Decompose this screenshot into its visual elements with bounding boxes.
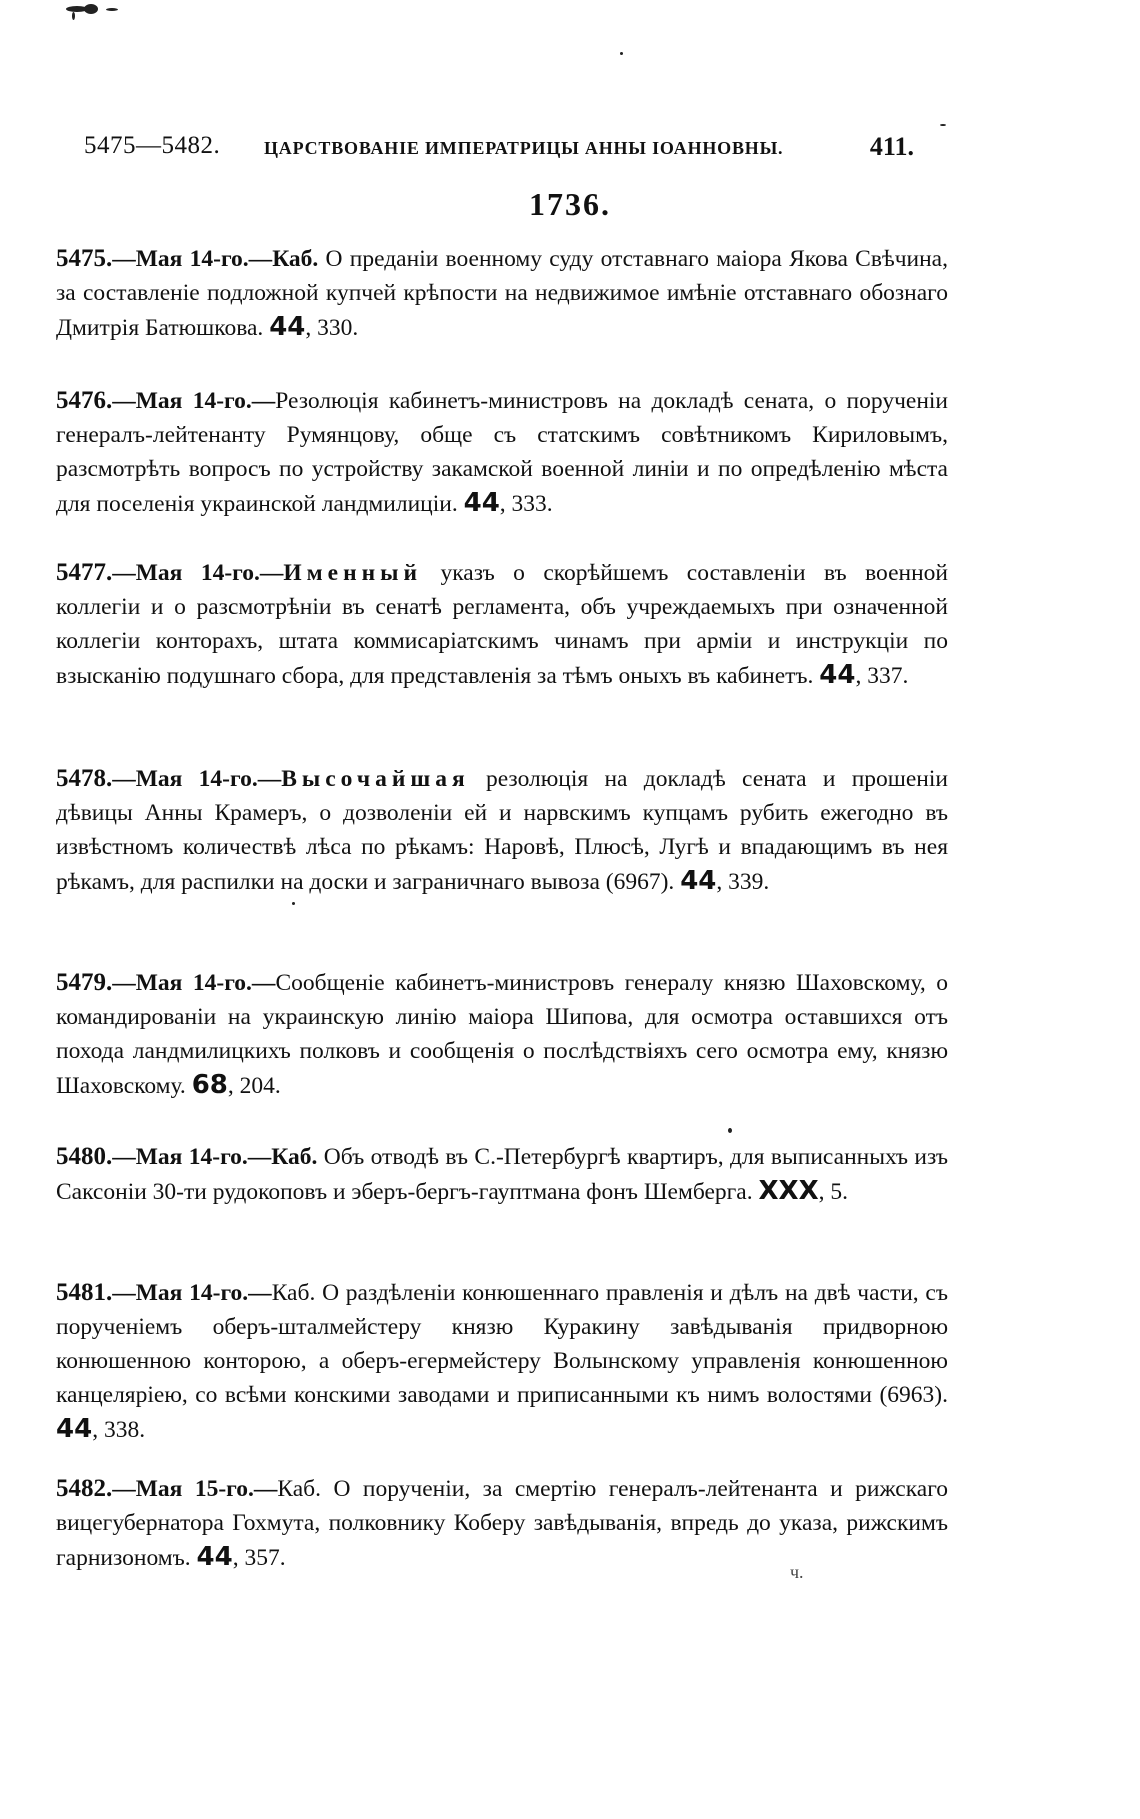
entry-text: О раздѣленіи конюшеннаго правленія и дѣлъ на двѣ части, съ порученіемъ оберъ-шталмейстеру князю Куракину завѣдыванія придворною конюшенною конторою, а оберъ-егермейстеру Волынскому управленія конюшенною канцеляріею, со всѣми конскими заводами и приписанными къ нимъ волостями (6963).: [56, 1280, 948, 1408]
entry-lead: Сообщеніе: [275, 970, 385, 996]
page-header: [84, 132, 914, 172]
entry-page: , 337.: [855, 663, 909, 689]
footer-mark: ч.: [790, 1562, 804, 1582]
entry-5478: [56, 762, 948, 899]
entry-page: , 330.: [305, 315, 359, 341]
entry-lead: Именный: [283, 560, 423, 586]
entry-volume: 44: [196, 1542, 233, 1572]
entry-lead: Каб.: [272, 246, 319, 272]
entry-volume: 44: [56, 1414, 93, 1444]
entry-date: —Мая 14-го.—: [112, 560, 284, 586]
entry-volume: XXX: [758, 1176, 819, 1206]
entry-volume: 68: [191, 1070, 228, 1100]
entry-text: Объ отводѣ въ С.-Петербургѣ квартиръ, для выписанныхъ изъ Саксоніи 30-ти рудокоповъ и эберъ-бергъ-гауптмана фонъ Шемберга.: [56, 1144, 948, 1205]
entry-date: —Мая 14-го.—: [112, 388, 276, 414]
entry-number: 5481.: [56, 1279, 113, 1306]
entry-5476: [56, 384, 948, 521]
print-speck: [940, 124, 946, 126]
entry-lead: Каб.: [277, 1476, 322, 1502]
entry-5477: [56, 556, 948, 693]
entry-lead: Резолюція: [275, 388, 379, 414]
entry-date: —Мая 14-го.—: [112, 246, 273, 272]
entry-date: —Мая 15-го.—: [112, 1476, 278, 1502]
entry-page: , 333.: [499, 491, 553, 517]
entry-date: —Мая 14-го.—: [112, 1280, 272, 1306]
entry-page: , 338.: [92, 1417, 146, 1443]
entry-number: 5476.: [56, 387, 113, 414]
entry-volume: 44: [819, 660, 856, 690]
header-title: ЦАРСТВОВАНІЕ ИМПЕРАТРИЦЫ АННЫ ІОАННОВНЫ.: [264, 138, 784, 158]
entry-5475: [56, 242, 948, 345]
print-speck: [292, 902, 295, 905]
entry-volume: 44: [463, 488, 500, 518]
entry-number: 5479.: [56, 969, 113, 996]
entry-page: , 204.: [227, 1073, 281, 1099]
entry-text: кабинетъ-министровъ генералу князю Шаховскому, о командированіи на украинскую линію маіора Шипова, для осмотра оставшихся отъ похода ландмилицкихъ полковъ и сообщенія о послѣдствіяхъ сего осмотра ему, князю Шаховскому.: [56, 970, 948, 1099]
entry-lead: Каб.: [271, 1144, 318, 1170]
entry-5479: [56, 966, 948, 1103]
entry-text: резолюція на докладѣ сената и прошеніи дѣвицы Анны Крамеръ, о дозволеніи ей и нарвскимъ купцамъ рубить ежегодно въ извѣстномъ количествѣ лѣса по рѣкамъ: Наровѣ, Плюсѣ, Лугѣ и впадающимъ въ нея рѣкамъ, для распилки на доски и заграничнаго вывоза (6967).: [56, 766, 948, 895]
entry-date: —Мая 14-го.—: [112, 766, 282, 792]
entry-text: О преданіи военному суду отставнаго маіора Якова Свѣчина, за составленіе подложной купчей крѣпости на недвижимое имѣніе отставнаго обознаго Дмитрія Батюшкова.: [56, 246, 948, 341]
entry-page: , 339.: [716, 869, 770, 895]
print-speck: [728, 1128, 732, 1133]
entry-page: , 357.: [232, 1545, 286, 1571]
entry-5482: [56, 1472, 948, 1575]
entry-page: , 5.: [818, 1179, 849, 1205]
entry-date: —Мая 14-го.—: [112, 970, 276, 996]
entry-5480: [56, 1140, 948, 1209]
entry-text: О порученіи, за смертію генералъ-лейтенанта и рижскаго вицегубернатора Гохмута, полковнику Коберу завѣдыванія, впредь до указа, рижскимъ гарнизономъ.: [56, 1476, 948, 1571]
entry-number: 5478.: [56, 765, 113, 792]
header-entry-range: 5475—5482.: [84, 132, 221, 159]
header-page-number: 411.: [869, 132, 914, 161]
entry-volume: 44: [680, 866, 717, 896]
year-heading: 1736.: [529, 186, 611, 222]
entry-volume: 44: [269, 312, 306, 342]
entry-5481: [56, 1276, 948, 1447]
entry-lead: Высочайшая: [281, 766, 470, 792]
print-blot: [66, 4, 126, 18]
entry-text: указъ о скорѣйшемъ составленіи въ военной коллегіи и о разсмотрѣніи въ сенатѣ регламента, объ учреждаемыхъ при означенной коллегіи конторахъ, штата коммисаріатскимъ чинамъ при арміи и инструкціи по взысканію подушнаго сбора, для представленія за тѣмъ оныхъ въ кабинетъ.: [56, 560, 948, 689]
entry-date: —Мая 14-го.—: [112, 1144, 272, 1170]
entry-text: кабинетъ-министровъ на докладѣ сената, о порученіи генералъ-лейтенанту Румянцову, обще съ статскимъ совѣтникомъ Кириловымъ, разсмотрѣть вопросъ по устройству закамской военной линіи и по опредѣленію мѣста для поселенія украинской ландмилиціи.: [56, 388, 949, 517]
entry-number: 5480.: [56, 1143, 113, 1170]
print-speck: [620, 52, 623, 55]
entry-number: 5475.: [56, 245, 113, 272]
entry-lead: Каб.: [271, 1280, 316, 1306]
entry-number: 5477.: [56, 559, 113, 586]
entry-number: 5482.: [56, 1475, 113, 1502]
